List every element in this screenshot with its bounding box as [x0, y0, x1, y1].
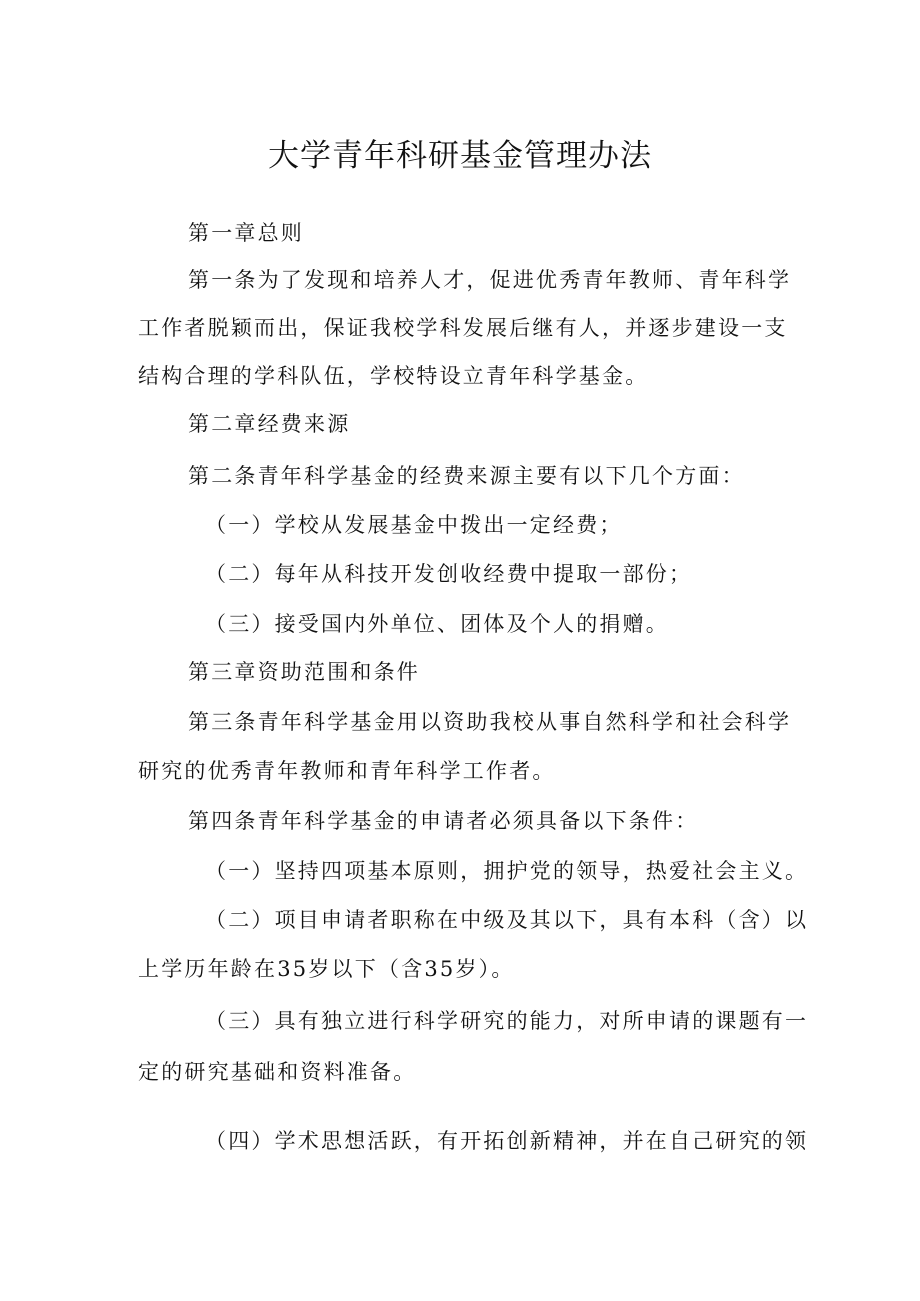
list-item-2-1: （一）学校从发展基金中拨出一定经费； [205, 513, 623, 537]
list-item-4-2-line-2: 上学历年龄在35岁以下（含35岁）。 [138, 957, 515, 981]
list-item-4-2-line-1: （二）项目申请者职称在中级及其以下，具有本科（含）以 [205, 908, 809, 932]
chapter-heading-1: 第一章总则 [188, 221, 304, 245]
list-item-4-3-line-2: 定的研究基础和资料准备。 [138, 1060, 417, 1084]
list-item-2-2: （二）每年从科技开发创收经费中提取一部份； [205, 562, 693, 586]
article-1-line-1: 第一条为了发现和培养人才，促进优秀青年教师、青年科学 [188, 268, 792, 292]
article-1-line-2: 工作者脱颖而出，保证我校学科发展后继有人，并逐步建设一支 [138, 316, 788, 340]
list-item-4-4-line-1: （四）学术思想活跃，有开拓创新精神，并在自己研究的领 [205, 1129, 809, 1153]
list-item-2-3: （三）接受国内外单位、团体及个人的捐赠。 [205, 612, 669, 636]
list-item-4-1: （一）坚持四项基本原则，拥护党的领导，热爱社会主义。 [205, 859, 809, 883]
article-4-line-1: 第四条青年科学基金的申请者必须具备以下条件： [188, 809, 699, 833]
article-1-line-3: 结构合理的学科队伍，学校特设立青年科学基金。 [138, 364, 649, 388]
chapter-heading-2: 第二章经费来源 [188, 412, 351, 436]
article-2-line-1: 第二条青年科学基金的经费来源主要有以下几个方面： [188, 464, 745, 488]
chapter-heading-3: 第三章资助范围和条件 [188, 660, 420, 684]
list-item-4-3-line-1: （三）具有独立进行科学研究的能力，对所申请的课题有一 [205, 1009, 809, 1033]
article-3-line-2: 研究的优秀青年教师和青年科学工作者。 [138, 759, 556, 783]
document-title: 大学青年科研基金管理办法 [268, 138, 652, 174]
article-3-line-1: 第三条青年科学基金用以资助我校从事自然科学和社会科学 [188, 710, 792, 734]
